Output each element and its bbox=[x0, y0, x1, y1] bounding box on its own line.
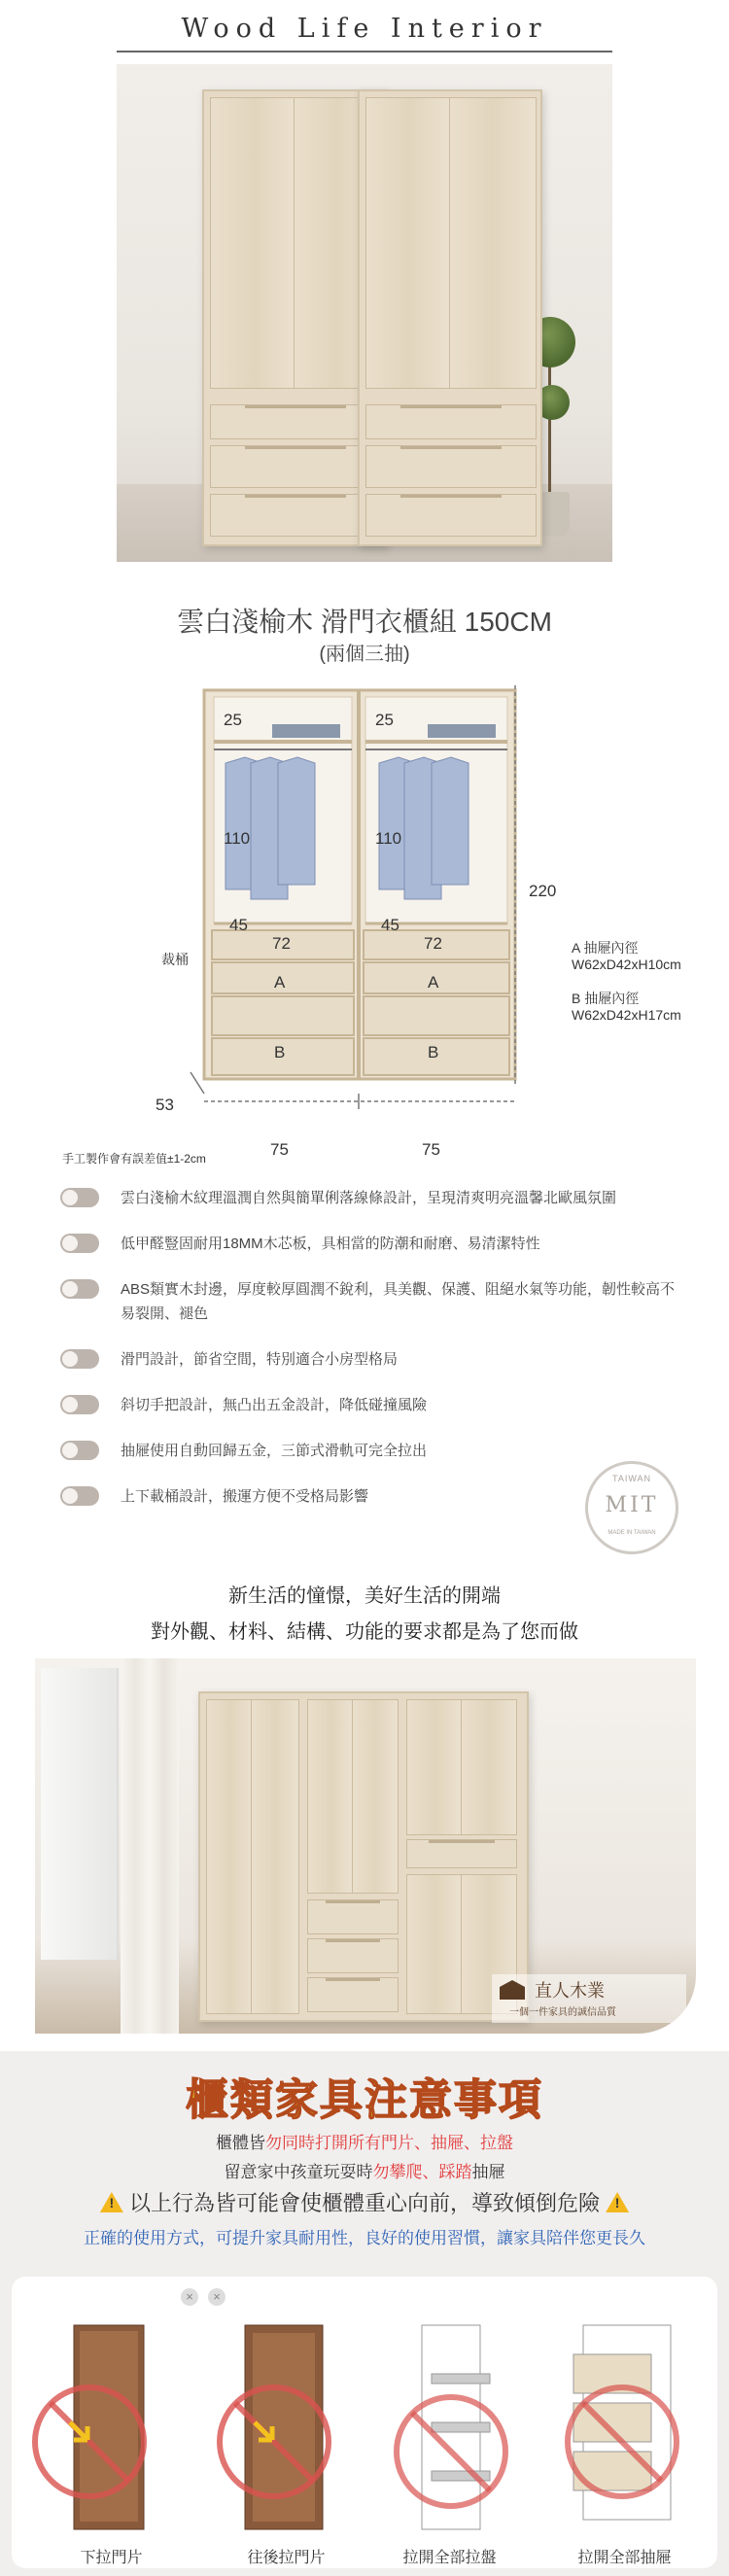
drawer bbox=[307, 1899, 399, 1934]
dim-top-shelf: 25 bbox=[224, 711, 242, 729]
feature-text: 抽屜使用自動回歸五金，三節式滑軌可完全拉出 bbox=[121, 1443, 428, 1459]
feature-item bbox=[60, 1439, 682, 1463]
sliding-door bbox=[206, 1699, 255, 2014]
misuse-illustration bbox=[369, 2286, 530, 2537]
drawer-a-note-title: A 抽屜內徑 bbox=[572, 940, 639, 956]
tolerance-note: 手工製作會有誤差值±1-2cm bbox=[62, 1152, 206, 1166]
product-subtitle: (兩個三抽) bbox=[319, 644, 410, 665]
sliding-door bbox=[210, 97, 297, 389]
misuse-card bbox=[31, 2286, 191, 2537]
dim-hang-height: 110 bbox=[224, 829, 251, 848]
sliding-door bbox=[449, 97, 537, 389]
feature-text: 上下載桶設計，搬運方便不受格局影響 bbox=[121, 1488, 369, 1505]
notice-line-2-warning: 勿攀爬、踩踏 bbox=[372, 2163, 472, 2181]
mit-badge-top: TAIWAN bbox=[612, 1474, 651, 1483]
toggle-icon bbox=[60, 1441, 99, 1460]
sliding-door bbox=[461, 1699, 517, 1835]
mit-badge-bottom: MADE IN TAIWAN bbox=[608, 1530, 656, 1536]
notice-line-2 bbox=[0, 2158, 729, 2182]
sliding-door bbox=[352, 1699, 399, 1894]
logo-name: 直人木業 bbox=[535, 1981, 605, 2002]
brand-logo bbox=[492, 1974, 686, 2023]
notice-line-1 bbox=[0, 2129, 729, 2153]
dim-width-left: 75 bbox=[270, 1140, 289, 1159]
feature-item bbox=[60, 1186, 682, 1210]
house-icon bbox=[500, 1980, 525, 2000]
drawer-b-label: B bbox=[274, 1043, 286, 1062]
dim-lower: 45 bbox=[381, 916, 399, 934]
misuse-illustration bbox=[544, 2286, 705, 2537]
dim-width-right: 75 bbox=[422, 1140, 440, 1159]
dim-depth: 53 bbox=[156, 1096, 174, 1114]
feature-text: 雲白淺榆木紋理溫潤自然與簡單俐落線條設計，呈現清爽明亮溫馨北歐風氛圍 bbox=[121, 1190, 617, 1206]
drawer-b-note-size: W62xD42xH17cm bbox=[572, 1007, 681, 1023]
notice-line-3-text: 以上行為皆可能會使櫃體重心向前，導致傾倒危險 bbox=[128, 2191, 600, 2215]
drawer bbox=[210, 494, 381, 537]
feature-text: ABS類實木封邊，厚度較厚圓潤不銳利，具美觀、保護、阻絕水氣等功能，韌性較高不易裂開、褪色 bbox=[121, 1281, 676, 1322]
notice-line-4: 正確的使用方式，可提升家具耐用性，良好的使用習慣，讓家具陪伴您更長久 bbox=[84, 2229, 645, 2247]
drawer bbox=[365, 445, 537, 488]
dim-lower: 72 bbox=[424, 934, 442, 953]
sliding-door bbox=[307, 1699, 354, 1894]
feature-text: 低甲醛豎固耐用18MM木芯板，具相當的防潮和耐磨、易清潔特性 bbox=[121, 1236, 540, 1252]
warning-icon bbox=[100, 2192, 123, 2212]
product-title: 雲白淺榆木 滑門衣櫃組 150CM bbox=[177, 607, 552, 637]
feature-item bbox=[60, 1393, 682, 1417]
close-icon: × bbox=[208, 2288, 226, 2306]
shelf-label: 裁桶 bbox=[161, 952, 189, 967]
notice-title: 櫃類家具注意事項 bbox=[186, 2075, 543, 2125]
feature-text: 滑門設計，節省空間，特別適合小房型格局 bbox=[121, 1351, 399, 1368]
misuse-card-label: 下拉門片 bbox=[80, 2550, 143, 2566]
feature-item bbox=[60, 1347, 682, 1372]
notice-line-1-warning: 勿同時打開所有門片、抽屜、拉盤 bbox=[265, 2134, 513, 2152]
notice-line-1-prefix: 櫃體皆 bbox=[216, 2134, 265, 2152]
toggle-icon bbox=[60, 1486, 99, 1506]
drawer-b-label: B bbox=[428, 1043, 439, 1062]
notice-line-2-prefix: 留意家中孩童玩耍時 bbox=[224, 2163, 373, 2181]
sliding-door bbox=[251, 1699, 299, 2014]
toggle-icon bbox=[60, 1234, 99, 1253]
sliding-door bbox=[365, 97, 453, 389]
dim-height: 220 bbox=[529, 882, 557, 900]
misuse-cards bbox=[12, 2277, 717, 2568]
plant-stem bbox=[548, 356, 551, 502]
misuse-card bbox=[369, 2286, 530, 2537]
mit-badge-mid: MIT bbox=[605, 1493, 659, 1517]
dim-top-shelf: 25 bbox=[375, 711, 394, 729]
drawer bbox=[210, 445, 381, 488]
wardrobe-right bbox=[358, 89, 542, 546]
misuse-card bbox=[206, 2286, 366, 2537]
drawer-a-label: A bbox=[274, 973, 286, 992]
sliding-door bbox=[406, 1874, 463, 2014]
dimension-drawing bbox=[0, 646, 729, 1152]
drawer bbox=[210, 404, 381, 439]
misuse-illustration bbox=[31, 2286, 191, 2537]
misuse-card-label: 拉開全部拉盤 bbox=[402, 2550, 497, 2566]
slogan-line-1: 新生活的憧憬，美好生活的開端 bbox=[228, 1585, 501, 1607]
slogan-line-2: 對外觀、材料、結構、功能的要求都是為了您而做 bbox=[151, 1621, 578, 1643]
misuse-card bbox=[544, 2286, 705, 2537]
misuse-card-label: 拉開全部抽屜 bbox=[577, 2550, 672, 2566]
drawer bbox=[406, 1839, 517, 1868]
feature-item bbox=[60, 1232, 682, 1256]
sliding-door bbox=[406, 1699, 463, 1835]
dim-hang-height: 110 bbox=[375, 829, 402, 848]
logo-tagline: 一個一件家具的誠信品質 bbox=[509, 2007, 616, 2018]
safety-notice bbox=[0, 2051, 729, 2576]
drawer bbox=[307, 1938, 399, 1973]
drawer bbox=[307, 1977, 399, 2012]
dim-lower: 45 bbox=[229, 916, 248, 934]
misuse-card-label: 往後拉門片 bbox=[247, 2550, 326, 2566]
notice-line-3 bbox=[0, 2187, 729, 2217]
toggle-icon bbox=[60, 1279, 99, 1299]
drawer bbox=[365, 404, 537, 439]
window bbox=[41, 1668, 119, 1960]
toggle-icon bbox=[60, 1395, 99, 1414]
notice-line-2-suffix: 抽屜 bbox=[471, 2163, 505, 2181]
hero-product-image bbox=[117, 64, 612, 562]
dimension-diagram bbox=[0, 646, 729, 1166]
feature-text: 斜切手把設計，無凸出五金設計，降低碰撞風險 bbox=[121, 1397, 428, 1413]
room-photo bbox=[35, 1658, 696, 2034]
brand-divider bbox=[117, 51, 612, 52]
drawer-a-label: A bbox=[428, 973, 439, 992]
feature-item bbox=[60, 1277, 682, 1326]
drawer-b-note-title: B 抽屜內徑 bbox=[572, 991, 640, 1006]
toggle-icon bbox=[60, 1349, 99, 1369]
brand-title: Wood Life Interior bbox=[181, 14, 548, 44]
dim-lower: 72 bbox=[272, 934, 291, 953]
toggle-icon bbox=[60, 1188, 99, 1207]
curtain bbox=[121, 1658, 179, 2034]
close-icon: × bbox=[181, 2288, 198, 2306]
mit-badge bbox=[585, 1461, 678, 1554]
drawer bbox=[365, 494, 537, 537]
room-wardrobe bbox=[198, 1691, 529, 2022]
drawer-a-note-size: W62xD42xH10cm bbox=[572, 957, 681, 972]
warning-icon bbox=[606, 2192, 629, 2212]
misuse-illustration bbox=[206, 2286, 366, 2537]
